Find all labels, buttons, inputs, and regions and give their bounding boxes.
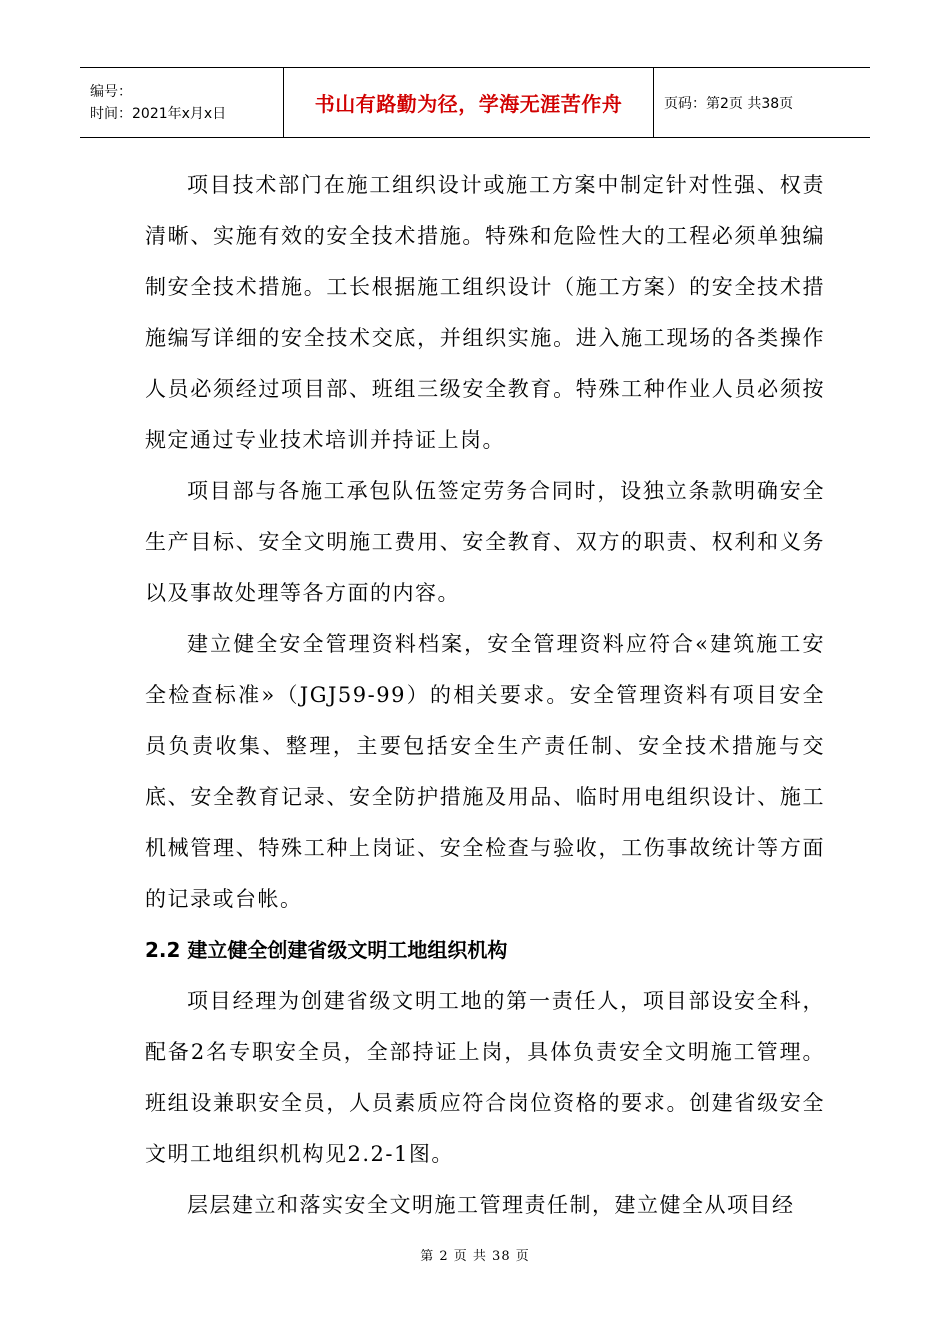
- header-page-info: 页码：第2页 共38页: [664, 95, 794, 112]
- document-body: [145, 160, 825, 1231]
- header-motto-cell: [284, 68, 654, 137]
- paragraph-labor-contract: 项目部与各施工承包队伍签定劳务合同时，设独立条款明确安全生产目标、安全文明施工费用、安全教育、双方的职责、权利和义务以及事故处理等各方面的内容。: [145, 479, 825, 605]
- paragraph-responsibility: 层层建立和落实安全文明施工管理责任制，建立健全从项目经: [187, 1193, 795, 1217]
- paragraph-safety-records: 建立健全安全管理资料档案，安全管理资料应符合«建筑施工安全检查标准»（JGJ59-99）的相关要求。安全管理资料有项目安全员负责收集、整理，主要包括安全生产责任制、安全技术措施与交底、安全教育记录、安全防护措施及用品、临时用电组织设计、施工机械管理、特殊工种上岗证、安全检查与验收，工伤事故统计等方面的记录或台帐。: [145, 632, 825, 911]
- header-page-info-cell: [654, 68, 870, 137]
- page-header: [80, 67, 870, 138]
- date-label: 时间：2021年x月x日: [90, 105, 227, 122]
- paragraph-project-manager: 项目经理为创建省级文明工地的第一责任人，项目部设安全科，配备2名专职安全员，全部持证上岗，具体负责安全文明施工管理。班组设兼职安全员，人员素质应符合岗位资格的要求。创建省级安全文明工地组织机构见2.2-1图。: [145, 989, 825, 1166]
- paragraph-safety-measures: 项目技术部门在施工组织设计或施工方案中制定针对性强、权责清晰、实施有效的安全技术措施。特殊和危险性大的工程必须单独编制安全技术措施。工长根据施工组织设计（施工方案）的安全技术措施编写详细的安全技术交底，并组织实施。进入施工现场的各类操作人员必须经过项目部、班组三级安全教育。特殊工种作业人员必须按规定通过专业技术培训并持证上岗。: [145, 173, 825, 452]
- page-footer: 第 2 页 共 38 页: [420, 1249, 530, 1264]
- header-meta: [80, 68, 284, 137]
- serial-number-label: 编号：: [90, 83, 132, 100]
- header-motto: 书山有路勤为径，学海无涯苦作舟: [314, 92, 623, 116]
- section-heading: 2.2 建立健全创建省级文明工地组织机构: [145, 938, 508, 962]
